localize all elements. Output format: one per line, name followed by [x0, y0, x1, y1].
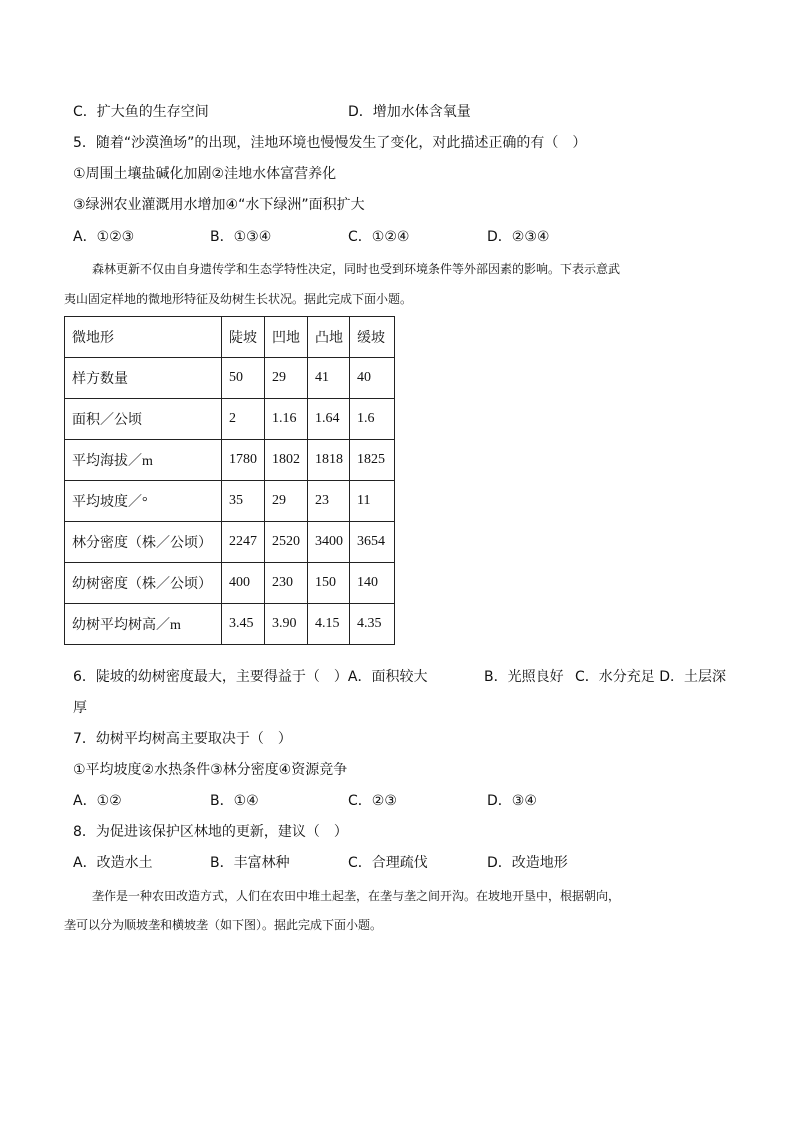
table-row [65, 399, 395, 440]
table-cell: 幼树平均树高／m [65, 604, 222, 645]
q5-items-line1: ①周围土壤盐碱化加剧②洼地水体富营养化 [73, 166, 337, 182]
q7-option-b: B．①④ [210, 793, 259, 809]
table-cell: 面积／公顷 [65, 399, 222, 440]
passage1-line1: 森林更新不仅由自身遗传学和生态学特性决定，同时也受到环境条件等外部因素的影响。下表示意武 [92, 262, 621, 276]
table-cell: 样方数量 [65, 358, 222, 399]
table-body [65, 317, 395, 645]
passage1-line2: 夷山固定样地的微地形特征及幼树生长状况。据此完成下面小题。 [64, 292, 413, 306]
table-row [65, 604, 395, 645]
q7-option-c: C．②③ [348, 793, 397, 809]
table-cell: 3654 [350, 522, 395, 563]
table-cell: 140 [350, 563, 395, 604]
q5-option-a: A．①②③ [73, 229, 135, 245]
table-cell: 1818 [308, 440, 350, 481]
q6-options-cd: C．水分充足 D．土层深 [575, 669, 727, 685]
microterrain-table [64, 316, 395, 645]
table-cell: 3.90 [265, 604, 308, 645]
q7-items: ①平均坡度②水热条件③林分密度④资源竞争 [73, 762, 348, 778]
table-cell: 29 [265, 358, 308, 399]
q8-option-d: D．改造地形 [487, 855, 568, 871]
q5-items-line2: ③绿洲农业灌溉用水增加④“水下绿洲”面积扩大 [73, 197, 365, 213]
table-cell: 3.45 [222, 604, 265, 645]
q6-wrap: 厚 [73, 700, 87, 716]
table-cell: 幼树密度（株／公顷） [65, 563, 222, 604]
q5-option-c: C．①②④ [348, 229, 410, 245]
passage2-line2: 垄可以分为顺坡垄和横坡垄（如下图）。据此完成下面小题。 [64, 918, 383, 932]
q5-option-b: B．①③④ [210, 229, 272, 245]
table-header-cell: 凸地 [308, 317, 350, 358]
q8-option-c: C．合理疏伐 [348, 855, 428, 871]
table-header-row [65, 317, 395, 358]
q6-option-b: B．光照良好 [484, 669, 564, 685]
table-cell: 平均海拔／m [65, 440, 222, 481]
q6-stem: 6．陡坡的幼树密度最大，主要得益于（ ）A．面积较大 [73, 669, 428, 685]
q7-option-a: A．①② [73, 793, 122, 809]
table-cell: 1780 [222, 440, 265, 481]
table-cell: 林分密度（株／公顷） [65, 522, 222, 563]
table-cell: 400 [222, 563, 265, 604]
table-cell: 平均坡度／° [65, 481, 222, 522]
table-row [65, 563, 395, 604]
q4-option-c: C．扩大鱼的生存空间 [73, 104, 209, 120]
table-cell: 11 [350, 481, 395, 522]
passage2-line1: 垄作是一种农田改造方式，人们在农田中堆土起垄，在垄与垄之间开沟。在坡地开垦中，根据朝向， [92, 889, 621, 903]
q5-option-d: D．②③④ [487, 229, 550, 245]
table-cell: 2 [222, 399, 265, 440]
table-row [65, 481, 395, 522]
table-header-cell: 缓坡 [350, 317, 395, 358]
table-cell: 1.6 [350, 399, 395, 440]
table-cell: 41 [308, 358, 350, 399]
table-cell: 4.15 [308, 604, 350, 645]
table-row [65, 522, 395, 563]
q8-option-a: A．改造水土 [73, 855, 153, 871]
q7-option-d: D．③④ [487, 793, 537, 809]
q4-option-d: D．增加水体含氧量 [348, 104, 471, 120]
table-cell: 1802 [265, 440, 308, 481]
table-cell: 50 [222, 358, 265, 399]
table-cell: 1825 [350, 440, 395, 481]
table-cell: 2247 [222, 522, 265, 563]
table-cell: 40 [350, 358, 395, 399]
table-cell: 2520 [265, 522, 308, 563]
table-cell: 35 [222, 481, 265, 522]
table-cell: 23 [308, 481, 350, 522]
table-header-cell: 陡坡 [222, 317, 265, 358]
q5-stem: 5．随着“沙漠渔场”的出现，洼地环境也慢慢发生了变化，对此描述正确的有（ ） [73, 135, 587, 151]
table-row [65, 440, 395, 481]
table-cell: 150 [308, 563, 350, 604]
table-row [65, 358, 395, 399]
table-cell: 1.16 [265, 399, 308, 440]
table-header-cell: 凹地 [265, 317, 308, 358]
table-header-cell: 微地形 [65, 317, 222, 358]
table-cell: 4.35 [350, 604, 395, 645]
q7-stem: 7．幼树平均树高主要取决于（ ） [73, 731, 292, 747]
q8-stem: 8．为促进该保护区林地的更新，建议（ ） [73, 824, 348, 840]
table-cell: 230 [265, 563, 308, 604]
table-cell: 29 [265, 481, 308, 522]
table-cell: 1.64 [308, 399, 350, 440]
table-cell: 3400 [308, 522, 350, 563]
q8-option-b: B．丰富林种 [210, 855, 290, 871]
